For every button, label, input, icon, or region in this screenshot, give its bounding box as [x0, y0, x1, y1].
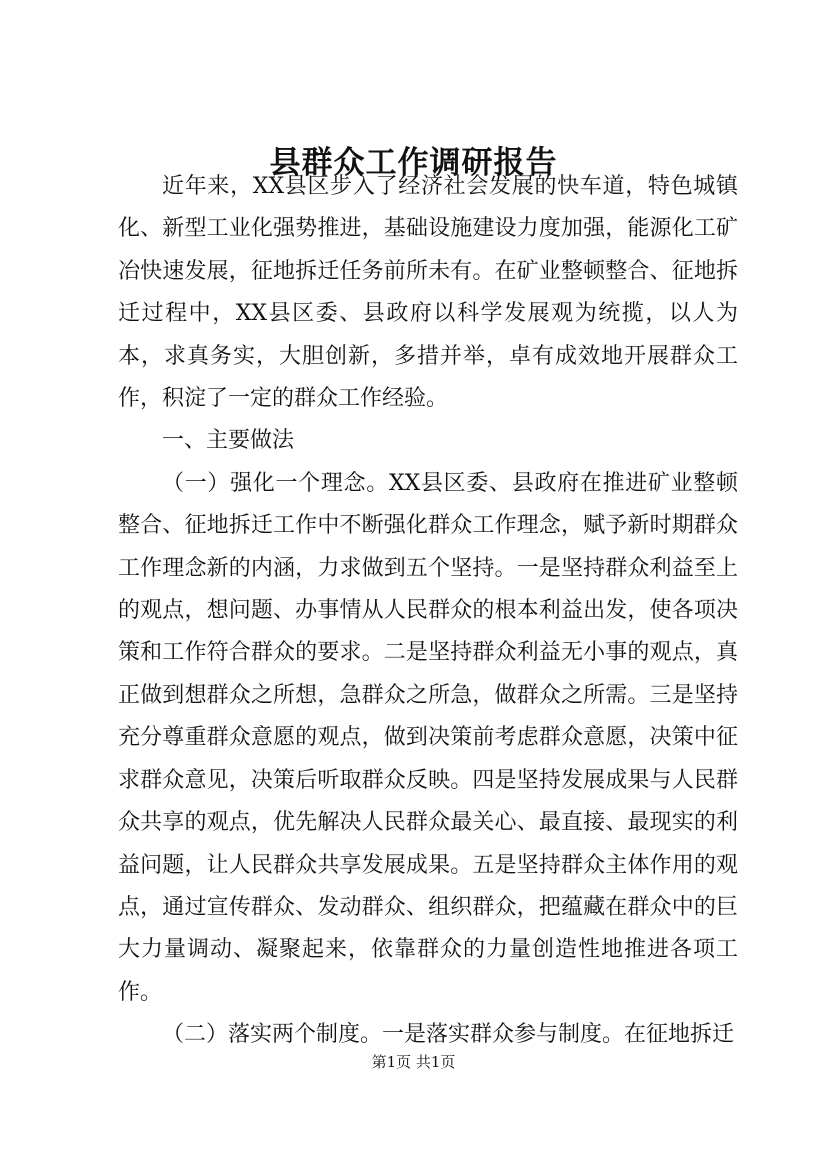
paragraph-intro: 近年来，XX县区步入了经济社会发展的快车道，特色城镇化、新型工业化强势推进，基础设施建设力度加强，能源化工矿冶快速发展，征地拆迁任务前所未有。在矿业整顿整合、征地拆迁过程中，XX县区委、县政府以科学发展观为统揽，以人为本，求真务实，大胆创新，多措并举，卓有成效地开展群众工作，积淀了一定的群众工作经验。: [118, 174, 738, 412]
document-body: [118, 166, 738, 1057]
paragraph-strengthen-concept: （一）强化一个理念。XX县区委、县政府在推进矿业整顿整合、征地拆迁工作中不断强化群众工作理念，赋予新时期群众工作理念新的内涵，力求做到五个坚持。一是坚持群众利益至上的观点，想问题、办事情从人民群众的根本利益出发，使各项决策和工作符合群众的要求。二是坚持群众利益无小事的观点，真正做到想群众之所想，急群众之所急，做群众之所需。三是坚持充分尊重群众意愿的观点，做到决策前考虑群众意愿，决策中征求群众意见，决策后听取群众反映。四是坚持发展成果与人民群众共享的观点，优先解决人民群众最关心、最直接、最现实的利益问题，让人民群众共享发展成果。五是坚持群众主体作用的观点，通过宣传群众、发动群众、组织群众，把蕴藏在群众中的巨大力量调动、凝聚起来，依靠群众的力量创造性地推进各项工作。: [118, 470, 738, 1005]
paragraph-implement-systems: （二）落实两个制度。一是落实群众参与制度。在征地拆迁: [162, 1022, 735, 1048]
section-heading-main-practices: 一、主要做法: [162, 428, 295, 454]
page-footer: 第1页 共1页: [371, 1053, 456, 1071]
document-title: 县群众工作调研报告: [269, 145, 558, 181]
